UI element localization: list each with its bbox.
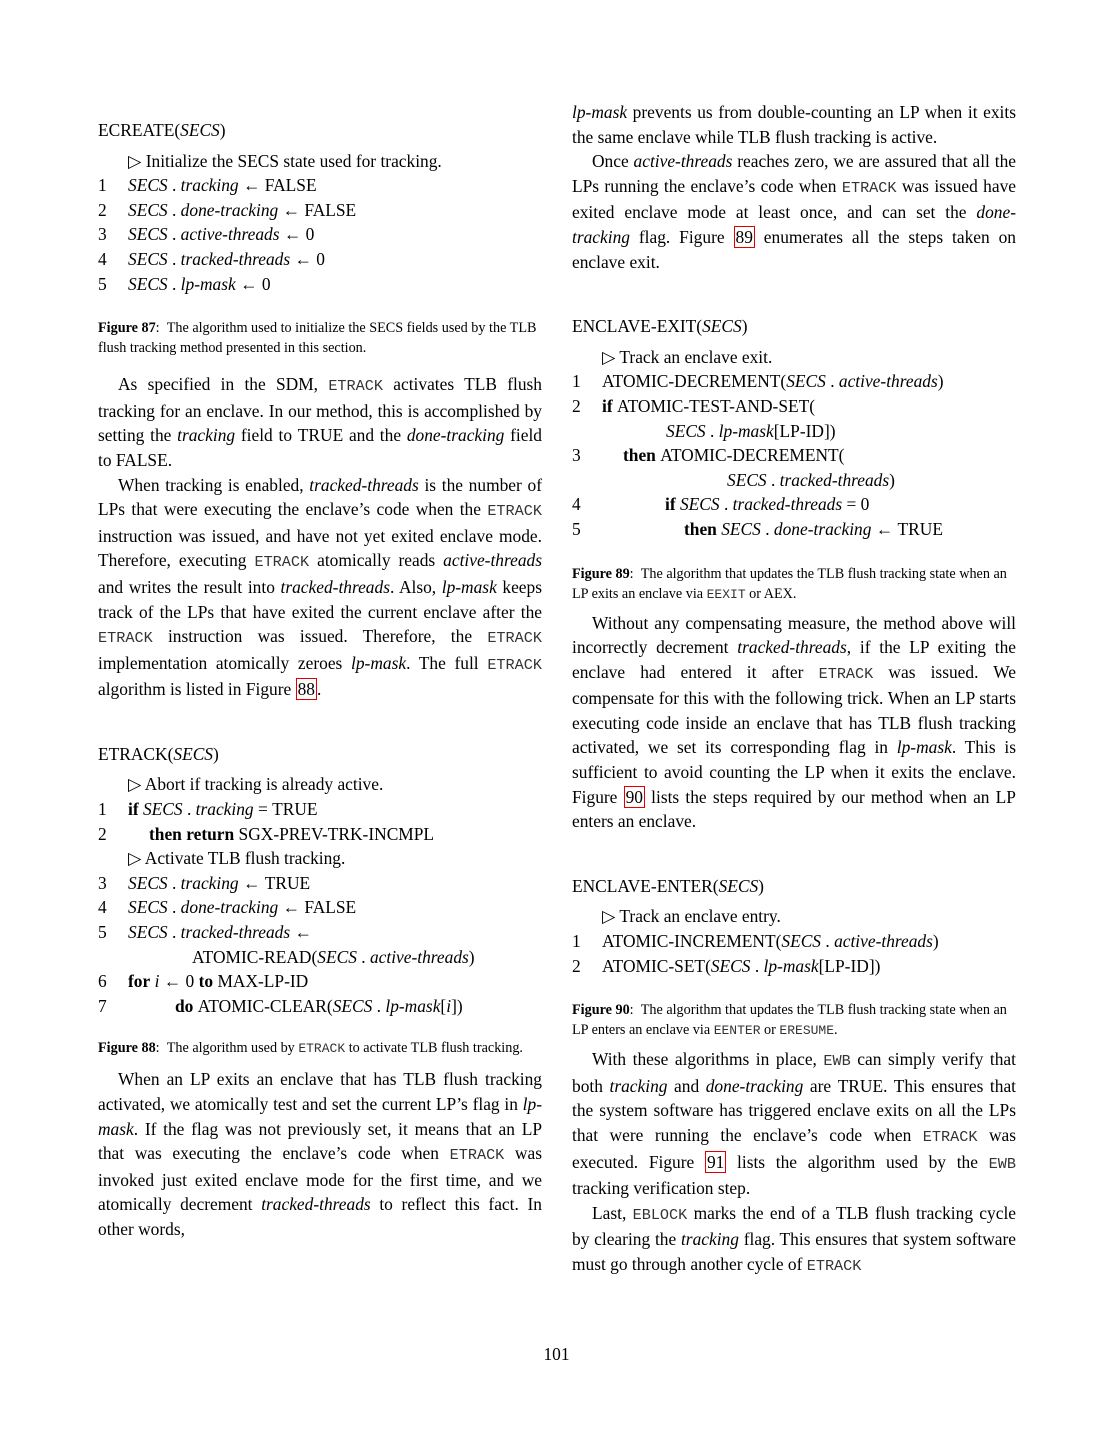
figure-89-link[interactable]: 89 <box>735 226 753 247</box>
algorithm-line: 1 ATOMIC-INCREMENT(SECS . active-threads) <box>572 931 939 952</box>
right-column <box>572 100 1016 1279</box>
algorithm-line: 4 if SECS . tracked-threads = 0 <box>572 494 870 515</box>
algorithm-comment: ▷ Track an enclave entry. <box>602 906 781 927</box>
algorithm-line: 2 SECS . done-tracking ← FALSE <box>98 199 357 220</box>
algorithm-line: 1 SECS . tracking ← FALSE <box>98 175 317 196</box>
algorithm-title: ENCLAVE-EXIT(SECS) <box>572 316 748 337</box>
paragraph: Last, EBLOCK marks the end of a TLB flush tracking cycle by clearing the tracking flag. This ensures that system software must go through another cycle of ETRACK <box>572 1202 1016 1275</box>
paragraph: Without any compensating measure, the method above will incorrectly decrement tracked-threads, if the LP exiting the enclave had entered it after ETRACK was issued. We compensate for this with the following trick. When an LP starts executing code inside an enclave that has TLB flush tracking activated, we set its corresponding flag in lp-mask. This is sufficient to avoid counting the LP when it exits the enclave. Figure 90 lists the steps required by our method when an LP enters an enclave. <box>572 612 1016 832</box>
paragraph: With these algorithms in place, EWB can simply verify that both tracking and done-tracking are TRUE. This ensures that the system software has triggered enclave exits on all the LPs that were running the enclave’s code when ETRACK was executed. Figure 91 lists the algorithm used by the EWB tracking verification step. <box>572 1049 1016 1199</box>
algorithm-line: 5 SECS . tracked-threads ← <box>98 922 312 943</box>
figure-90-algorithm <box>572 874 1016 978</box>
figure-88-caption: Figure 88: The algorithm used by ETRACK to activate TLB flush tracking. <box>98 1040 523 1057</box>
algorithm-title: ETRACK(SECS) <box>98 743 219 764</box>
paragraph: Once active-threads reaches zero, we are assured that all the LPs running the enclave’s code when ETRACK was issued have exited enclave mode at least once, and can set the done-tracking flag. Figure 89 enumerates all the steps taken on enclave exit. <box>572 151 1016 272</box>
algorithm-comment: ▷ Initialize the SECS state used for tracking. <box>128 150 442 171</box>
figure-87-algorithm <box>98 118 542 296</box>
algorithm-line: 4 SECS . done-tracking ← FALSE <box>98 897 357 918</box>
paragraph: When tracking is enabled, tracked-threads is the number of LPs that were executing the enclave’s code when the ETRACK instruction was issued, and have not yet exited enclave mode. Therefore, executing ETRACK atomically reads active-threads and writes the result into tracked-threads. Also, lp-mask keeps track of the LPs that have exited the current enclave after the ETRACK instruction was issued. Therefore, the ETRACK implementation atomically zeroes lp-mask. The full ETRACK algorithm is listed in Figure 88 . <box>98 474 542 700</box>
paragraph: When an LP exits an enclave that has TLB flush tracking activated, we atomically test and set the current LP’s flag in lp-mask. If the flag was not previously set, it means that an LP that was executing the enclave’s code when ETRACK was invoked just exited enclave mode for the first time, and we atomically decrement tracked-threads to reflect this fact. In other words, <box>98 1069 542 1239</box>
algorithm-line: 1 ATOMIC-DECREMENT(SECS . active-threads) <box>572 371 944 392</box>
algorithm-line: 5 then SECS . done-tracking ← TRUE <box>572 518 943 539</box>
algorithm-title: ECREATE(SECS) <box>98 120 226 140</box>
figure-88-link[interactable]: 88 <box>297 679 315 700</box>
figure-90-caption: Figure 90: The algorithm that updates the TLB flush tracking state when an LP enters an enclave via EENTER or ERESUME. <box>572 1002 1007 1039</box>
page-number: 101 <box>543 1344 570 1364</box>
algorithm-line: 3 then ATOMIC-DECREMENT( <box>572 445 845 466</box>
algorithm-line: 5 SECS . lp-mask ← 0 <box>98 273 271 294</box>
algorithm-comment: ▷ Activate TLB flush tracking. <box>128 848 346 869</box>
algorithm-title: ENCLAVE-ENTER(SECS) <box>572 875 764 896</box>
paragraph: As specified in the SDM, ETRACK activates TLB flush tracking for an enclave. In our method, this is accomplished by setting the tracking field to TRUE and the done-tracking field to FALSE. <box>98 374 542 470</box>
algorithm-comment: ▷ Abort if tracking is already active. <box>128 774 384 795</box>
figure-88-algorithm <box>98 742 542 1019</box>
figure-87-caption: Figure 87: The algorithm used to initialize the SECS fields used by the TLB flush tracking method presented in this section. <box>98 320 537 357</box>
figure-90-link[interactable]: 90 <box>625 786 643 807</box>
algorithm-line: 7 do ATOMIC-CLEAR(SECS . lp-mask[i]) <box>98 995 463 1016</box>
algorithm-line: 2 if ATOMIC-TEST-AND-SET( <box>572 395 816 416</box>
algorithm-line: 3 SECS . active-threads ← 0 <box>98 224 315 245</box>
left-column <box>98 100 542 1242</box>
algorithm-line: 6 for i ← 0 to MAX-LP-ID <box>98 971 309 992</box>
algorithm-line: ATOMIC-READ(SECS . active-threads) <box>192 946 475 967</box>
algorithm-line: 4 SECS . tracked-threads ← 0 <box>98 248 325 269</box>
figure-89-caption: Figure 89: The algorithm that updates the TLB flush tracking state when an LP exits an enclave via EEXIT or AEX. <box>572 565 1007 602</box>
figure-91-link[interactable]: 91 <box>706 1151 725 1172</box>
paragraph: lp-mask prevents us from double-counting an LP when it exits the same enclave while TLB flush tracking is active. <box>572 102 1016 147</box>
algorithm-line: 3 SECS . tracking ← TRUE <box>98 872 311 893</box>
algorithm-line: SECS . tracked-threads) <box>727 469 895 490</box>
algorithm-comment: ▷ Track an enclave exit. <box>602 346 773 367</box>
algorithm-line: 2 ATOMIC-SET(SECS . lp-mask[LP-ID]) <box>572 955 881 976</box>
algorithm-line: 2 then return SGX-PREV-TRK-INCMPL <box>98 823 435 844</box>
figure-89-algorithm <box>572 314 1016 541</box>
algorithm-line: SECS . lp-mask[LP-ID]) <box>666 420 836 441</box>
algorithm-line: 1 if SECS . tracking = TRUE <box>98 799 318 820</box>
